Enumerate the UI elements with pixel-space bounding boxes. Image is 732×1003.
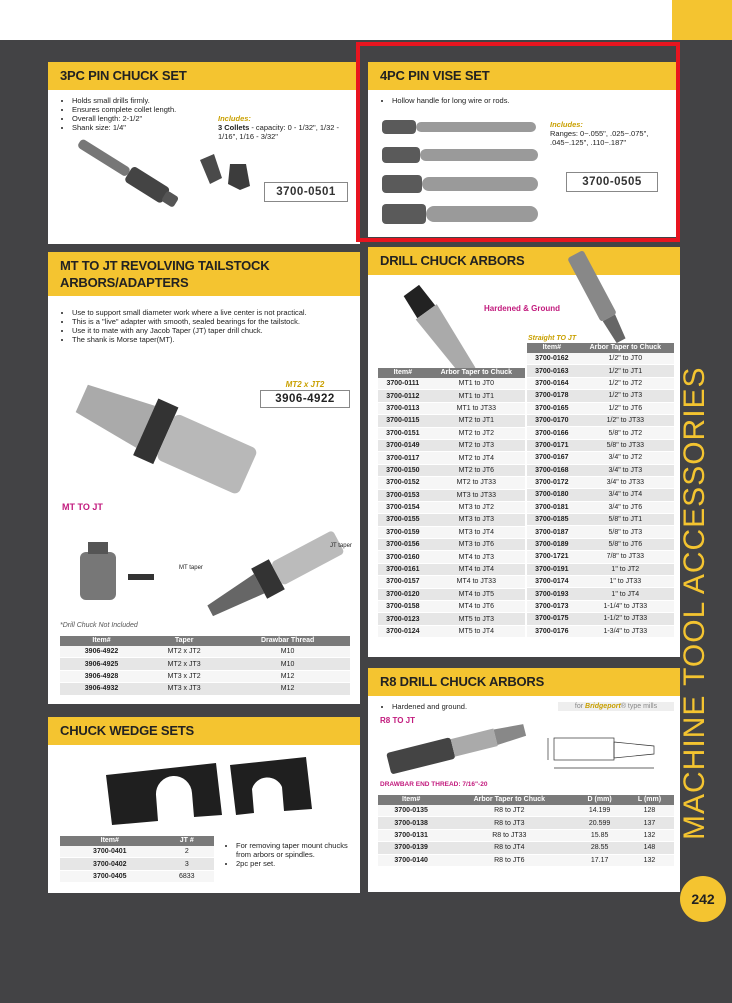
table-cell: 3700-0174: [527, 576, 577, 588]
table-row: [527, 563, 674, 575]
panel-r8-arbors: [368, 668, 680, 892]
feature-list: [60, 308, 364, 344]
table-cell: 5/8" to JT3: [577, 526, 674, 538]
table-cell: 3/4" to JT6: [577, 501, 674, 513]
table-cell: 15.85: [574, 829, 625, 841]
table-cell: 3700-0185: [527, 514, 577, 526]
table-cell: 3700-0166: [527, 427, 577, 439]
bullet: • Use to support small diameter work where a live center is not practical.: [72, 308, 364, 317]
panel-pin-chuck: [48, 62, 360, 244]
table-cell: 3700-0176: [527, 625, 577, 637]
table-cell: 3700-0162: [527, 353, 577, 365]
table-cell: 3700-0123: [378, 613, 428, 625]
table-row: [378, 427, 525, 439]
table-cell: 1/2" to JT33: [577, 414, 674, 426]
table-cell: 3/4" to JT33: [577, 476, 674, 488]
bridgeport-brand: Bridgeport: [585, 703, 621, 710]
table-cell: 5/8" to JT1: [577, 514, 674, 526]
r8-arbor-image: [382, 712, 530, 776]
table-cell: 3700-0113: [378, 402, 428, 414]
table-cell: 3700-0140: [378, 854, 444, 866]
table-row: [378, 489, 525, 501]
table-row: [527, 476, 674, 488]
table-cell: 1-1/4" to JT33: [577, 600, 674, 612]
includes-text: - capacity: 0 - 1/32", 1/32 - 1/16", 1/16 - 3/32": [218, 123, 340, 141]
col-header: Arbor Taper to Chuck: [428, 368, 525, 378]
panel-title: R8 DRILL CHUCK ARBORS: [380, 674, 545, 689]
table-row: [378, 526, 525, 538]
callout-sku: 3906-4922: [260, 390, 350, 408]
table-cell: 3700-0159: [378, 526, 428, 538]
table-cell: MT2 to JT33: [428, 477, 525, 489]
table-cell: MT2 to JT4: [428, 452, 525, 464]
side-title: MACHINE TOOL ACCESSORIES: [678, 366, 711, 840]
table-cell: 3700-0189: [527, 538, 577, 550]
table-cell: 3700-0168: [527, 464, 577, 476]
callout: [260, 380, 350, 408]
table-cell: MT4 to JT3: [428, 551, 525, 563]
panel-mt-to-jt: [48, 252, 360, 704]
table-row: [527, 501, 674, 513]
table-cell: MT2 x JT2: [143, 646, 225, 658]
table-row: [378, 613, 525, 625]
table-cell: MT4 to JT6: [428, 601, 525, 613]
table-row: [527, 489, 674, 501]
table-cell: MT5 to JT4: [428, 625, 525, 637]
col-header: Item#: [378, 795, 444, 805]
table-cell: 132: [625, 854, 674, 866]
table-cell: 3700-0139: [378, 842, 444, 854]
bullet: • The shank is Morse taper(MT).: [72, 335, 364, 344]
table-row: [60, 870, 214, 882]
table-cell: 3700-0138: [378, 817, 444, 829]
table-cell: 3700-0181: [527, 501, 577, 513]
table-cell: 3700-0187: [527, 526, 577, 538]
table-cell: R8 to JT4: [444, 842, 574, 854]
table-cell: 3700-0111: [378, 378, 428, 390]
top-bar: [0, 0, 732, 40]
table-row: [527, 613, 674, 625]
section-label: R8 TO JT: [380, 716, 415, 725]
col-header: Item#: [60, 836, 160, 846]
col-header: Drawbar Thread: [225, 636, 350, 646]
table-cell: M10: [225, 658, 350, 670]
panel-title: DRILL CHUCK ARBORS: [380, 253, 525, 268]
table-cell: 3700-0151: [378, 427, 428, 439]
table-cell: 3700-0153: [378, 489, 428, 501]
table-row: [378, 514, 525, 526]
table-row: [60, 646, 350, 658]
table-row: [527, 600, 674, 612]
table-cell: 3906-4928: [60, 670, 143, 682]
table-row: [378, 576, 525, 588]
table-cell: 3700-0131: [378, 829, 444, 841]
table-cell: 3700-0191: [527, 563, 577, 575]
table-cell: 3700-0160: [378, 551, 428, 563]
table-cell: 3700-0154: [378, 501, 428, 513]
table-cell: 1" to JT2: [577, 563, 674, 575]
feature-list: [60, 96, 242, 132]
drawbar-label: DRAWBAR END THREAD: 7/16"-20: [380, 781, 488, 788]
includes-label: Includes:: [218, 114, 251, 123]
table-cell: 3700-0155: [378, 514, 428, 526]
table-cell: 3700-0175: [527, 613, 577, 625]
table-row: [378, 601, 525, 613]
highlight-frame: [356, 42, 680, 242]
table-cell: 3700-0402: [60, 858, 160, 870]
table-cell: 3700-0178: [527, 390, 577, 402]
table-row: [60, 858, 214, 870]
table-cell: MT3 to JT33: [428, 489, 525, 501]
table-row: [60, 683, 350, 695]
table-cell: 3/4" to JT2: [577, 452, 674, 464]
table-row: [378, 551, 525, 563]
table-row: [527, 551, 674, 563]
table-cell: 1/2" to JT3: [577, 390, 674, 402]
table-cell: MT3 to JT4: [428, 526, 525, 538]
table-cell: MT2 to JT6: [428, 464, 525, 476]
table-cell: R8 to JT2: [444, 805, 574, 817]
table-row: [527, 390, 674, 402]
panel-header: [48, 252, 360, 296]
table-cell: M12: [225, 683, 350, 695]
table-cell: 7/8" to JT33: [577, 551, 674, 563]
bullet: • Ensures complete collet length.: [72, 105, 242, 114]
table-cell: MT3 to JT6: [428, 539, 525, 551]
wedge-table: [60, 836, 214, 883]
includes-label: Includes:: [550, 120, 583, 129]
table-row: [378, 854, 674, 866]
table-row: [527, 452, 674, 464]
col-header: Arbor Taper to Chuck: [577, 343, 674, 353]
table-row: [527, 427, 674, 439]
table-cell: 3700-0180: [527, 489, 577, 501]
table-row: [378, 464, 525, 476]
includes-text: Ranges: 0~.055", .025~.075", .045~.125", .110~.187": [550, 129, 649, 147]
panel-title: 3PC PIN CHUCK SET: [60, 68, 187, 83]
table-cell: 3700-0172: [527, 476, 577, 488]
jt-taper-label: JT taper: [330, 543, 352, 549]
bullet: • Use it to mate with any Jacob Taper (JT) taper drill chuck.: [72, 326, 364, 335]
table-cell: 17.17: [574, 854, 625, 866]
sku-box: 3700-0505: [566, 172, 658, 192]
table-cell: 3700-0405: [60, 870, 160, 882]
table-row: [378, 415, 525, 427]
table-row: [378, 805, 674, 817]
table-cell: 3700-1721: [527, 551, 577, 563]
table-cell: MT5 to JT3: [428, 613, 525, 625]
table-cell: 3700-0167: [527, 452, 577, 464]
table-cell: MT4 to JT33: [428, 576, 525, 588]
col-header: Item#: [527, 343, 577, 353]
bridgeport-post: ® type mills: [620, 703, 658, 710]
table-cell: 3700-0170: [527, 414, 577, 426]
bullet: • Hollow handle for long wire or rods.: [392, 96, 592, 105]
table-cell: MT2 to JT2: [428, 427, 525, 439]
table-cell: 5/8" to JT33: [577, 439, 674, 451]
table-row: [527, 514, 674, 526]
table-row: [378, 378, 525, 390]
table-row: [527, 353, 674, 365]
table-row: [527, 365, 674, 377]
table-row: [527, 439, 674, 451]
table-cell: 1" to JT33: [577, 576, 674, 588]
bullet: • Holds small drills firmly.: [72, 96, 242, 105]
sku-box: 3700-0501: [264, 182, 348, 202]
table-cell: 1-1/2" to JT33: [577, 613, 674, 625]
includes-bold: 3 Collets: [218, 123, 250, 132]
table-cell: M12: [225, 670, 350, 682]
table-row: [378, 588, 525, 600]
table-row: [60, 670, 350, 682]
table-cell: 1" to JT4: [577, 588, 674, 600]
feature-list: [224, 841, 360, 868]
table-cell: MT3 x JT3: [143, 683, 225, 695]
table-cell: 3700-0164: [527, 377, 577, 389]
table-row: [378, 501, 525, 513]
bullet: • For removing taper mount chucks from arbors or spindles.: [236, 841, 360, 859]
table-cell: 5/8" to JT2: [577, 427, 674, 439]
table-row: [527, 402, 674, 414]
table-cell: 3906-4922: [60, 646, 143, 658]
table-cell: 1/2" to JT1: [577, 365, 674, 377]
table-cell: 1/2" to JT6: [577, 402, 674, 414]
table-row: [60, 846, 214, 858]
table-cell: 3700-0157: [378, 576, 428, 588]
panel-header: [48, 62, 360, 90]
table-cell: 3700-0163: [527, 365, 577, 377]
table-row: [527, 538, 674, 550]
panel-title: CHUCK WEDGE SETS: [60, 723, 195, 738]
col-header: Item#: [60, 636, 143, 646]
table-cell: 20.599: [574, 817, 625, 829]
table-cell: 128: [625, 805, 674, 817]
table-cell: R8 to JT6: [444, 854, 574, 866]
mt-taper-label: MT taper: [179, 565, 203, 571]
table-row: [378, 452, 525, 464]
mt-jt-table: [60, 636, 350, 696]
table-cell: 3: [160, 858, 214, 870]
table-cell: 1/2" to JT0: [577, 353, 674, 365]
table-row: [527, 464, 674, 476]
callout-label: MT2 x JT2: [285, 380, 325, 389]
bullet: • This is a "live" adapter with smooth, sealed bearings for the tailstock.: [72, 317, 364, 326]
table-cell: 3700-0117: [378, 452, 428, 464]
table-cell: 14.199: [574, 805, 625, 817]
title-line: ARBORS/ADAPTERS: [60, 275, 189, 290]
table-cell: MT3 to JT3: [428, 514, 525, 526]
table-row: [378, 439, 525, 451]
table-cell: 132: [625, 829, 674, 841]
panel-header: [368, 668, 680, 696]
table-cell: 3/4" to JT3: [577, 464, 674, 476]
table-cell: 2: [160, 846, 214, 858]
title-line: MT TO JT REVOLVING TAILSTOCK: [60, 258, 270, 273]
table-cell: MT1 to JT1: [428, 390, 525, 402]
table-cell: M10: [225, 646, 350, 658]
wedge-image: [98, 739, 318, 829]
table-cell: 3700-0193: [527, 588, 577, 600]
table-row: [378, 563, 525, 575]
mt-arbor-table: [378, 368, 525, 638]
col-header: L (mm): [625, 795, 674, 805]
table-cell: 1-3/4" to JT33: [577, 625, 674, 637]
bullet: • 2pc per set.: [236, 859, 360, 868]
table-cell: R8 to JT3: [444, 817, 574, 829]
chuck-and-arbor-image: [58, 508, 358, 628]
r8-table: [378, 795, 674, 867]
table-cell: 3700-0152: [378, 477, 428, 489]
table-row: [378, 842, 674, 854]
table-cell: MT2 to JT1: [428, 415, 525, 427]
straight-arbor-table: [527, 343, 674, 638]
panel-title: 4PC PIN VISE SET: [380, 68, 490, 83]
bullet: • Shank size: 1/4": [72, 123, 242, 132]
bullet: • Hardened and ground.: [392, 702, 552, 711]
table-cell: 148: [625, 842, 674, 854]
straight-label: Straight TO JT: [528, 335, 577, 342]
table-row: [527, 588, 674, 600]
table-cell: 3700-0401: [60, 846, 160, 858]
table-cell: 28.55: [574, 842, 625, 854]
table-cell: 5/8" to JT6: [577, 538, 674, 550]
table-cell: 3700-0112: [378, 390, 428, 402]
col-header: JT #: [160, 836, 214, 846]
col-header: Item#: [378, 368, 428, 378]
arbor-image: [388, 273, 488, 383]
table-cell: 3906-4925: [60, 658, 143, 670]
table-row: [378, 817, 674, 829]
table-cell: R8 to JT33: [444, 829, 574, 841]
table-cell: MT2 x JT3: [143, 658, 225, 670]
table-row: [378, 402, 525, 414]
table-row: [527, 377, 674, 389]
table-cell: 3906-4932: [60, 683, 143, 695]
bridgeport-note: [558, 702, 674, 711]
table-cell: MT1 to JT33: [428, 402, 525, 414]
table-cell: 3/4" to JT4: [577, 489, 674, 501]
section-label: MT TO JT: [62, 502, 103, 512]
table-cell: 3700-0161: [378, 563, 428, 575]
top-corner-tab: [672, 0, 732, 40]
table-row: [378, 477, 525, 489]
table-cell: 3700-0124: [378, 625, 428, 637]
table-row: [60, 658, 350, 670]
table-row: [527, 414, 674, 426]
table-cell: MT2 to JT3: [428, 439, 525, 451]
table-row: [527, 526, 674, 538]
col-header: Taper: [143, 636, 225, 646]
table-row: [378, 390, 525, 402]
straight-arbor-image: [544, 251, 654, 343]
table-cell: 3700-0149: [378, 439, 428, 451]
table-cell: MT4 to JT5: [428, 588, 525, 600]
r8-dimension-drawing: [544, 722, 676, 778]
col-header: D (mm): [574, 795, 625, 805]
footnote: *Drill Chuck Not Included: [60, 622, 138, 629]
table-cell: 3700-0150: [378, 464, 428, 476]
panel-drill-chuck-arbors: [368, 247, 680, 657]
table-cell: 3700-0171: [527, 439, 577, 451]
bridgeport-pre: for: [574, 703, 586, 710]
table-cell: 3700-0115: [378, 415, 428, 427]
live-center-image: [64, 360, 274, 510]
table-cell: 3700-0135: [378, 805, 444, 817]
table-row: [527, 625, 674, 637]
table-cell: 3700-0158: [378, 601, 428, 613]
col-header: Arbor Taper to Chuck: [444, 795, 574, 805]
bullet: • Overall length: 2-1/2": [72, 114, 242, 123]
table-row: [378, 829, 674, 841]
table-cell: 3700-0173: [527, 600, 577, 612]
table-row: [527, 576, 674, 588]
feature-list: [380, 702, 552, 711]
panel-chuck-wedge: [48, 717, 360, 893]
table-cell: MT1 to JT0: [428, 378, 525, 390]
table-cell: 6833: [160, 870, 214, 882]
table-row: [378, 539, 525, 551]
table-row: [378, 625, 525, 637]
table-cell: MT3 x JT2: [143, 670, 225, 682]
table-cell: MT4 to JT4: [428, 563, 525, 575]
table-cell: 3700-0165: [527, 402, 577, 414]
table-cell: 3700-0156: [378, 539, 428, 551]
table-cell: 1/2" to JT2: [577, 377, 674, 389]
hardened-label: Hardened & Ground: [484, 304, 561, 313]
table-cell: MT3 to JT2: [428, 501, 525, 513]
table-cell: 3700-0120: [378, 588, 428, 600]
table-cell: 137: [625, 817, 674, 829]
page-number: 242: [680, 876, 726, 922]
panel-title: [48, 252, 360, 291]
pin-chuck-image: [58, 134, 258, 234]
